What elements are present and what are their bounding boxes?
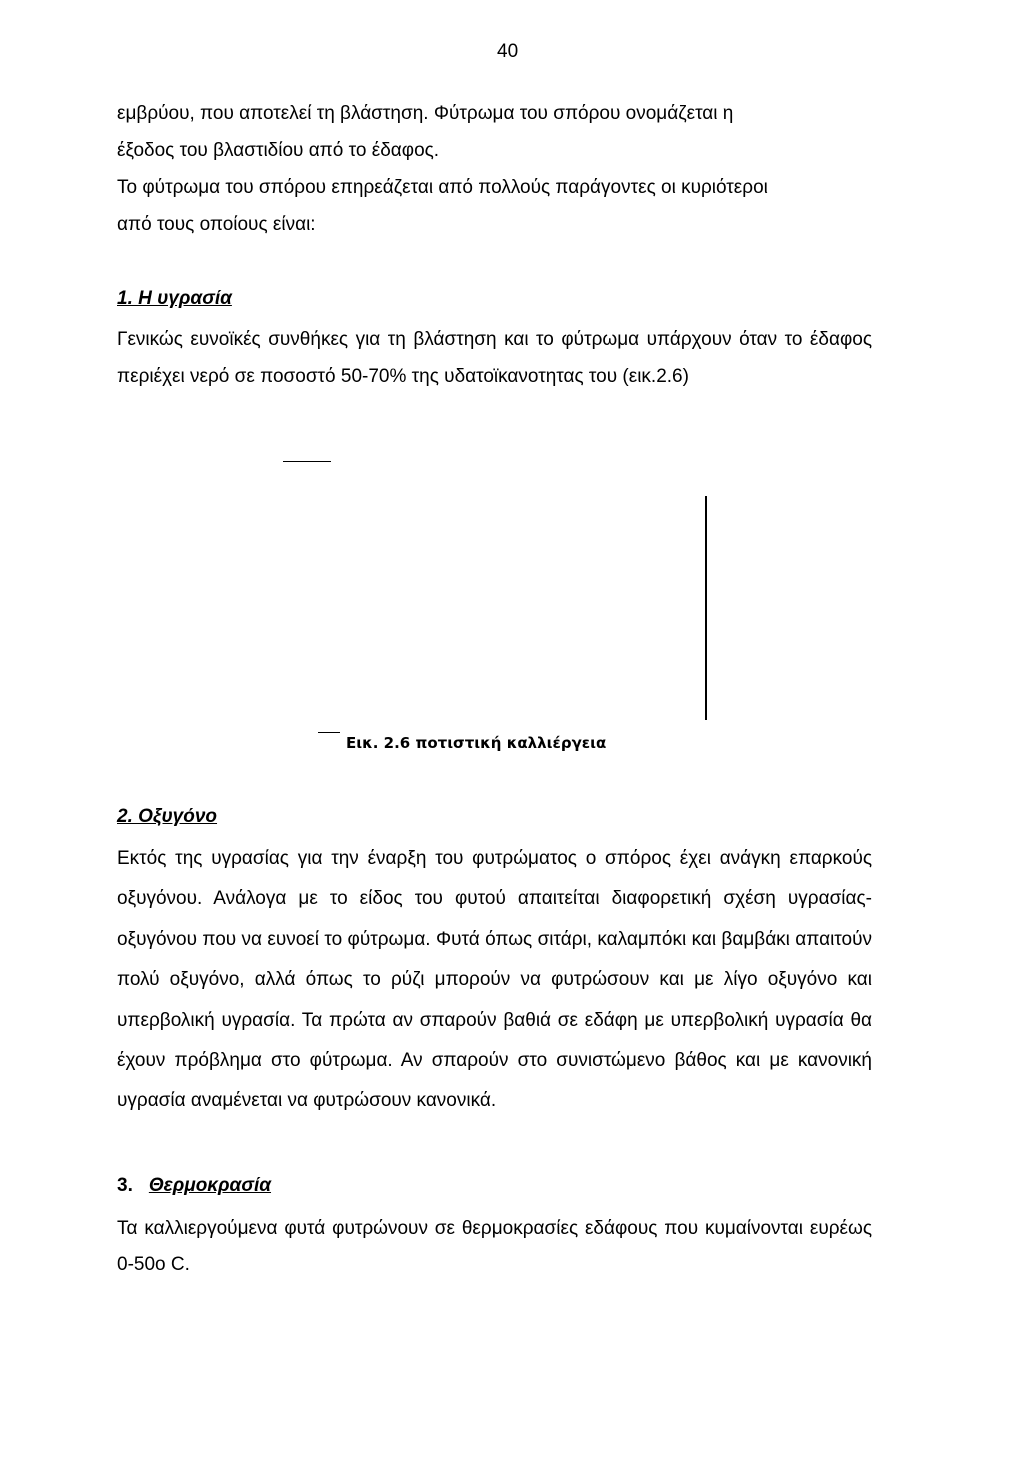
section-3-body: Τα καλλιεργούμενα φυτά φυτρώνουν σε θερμοκρασίες εδάφους που κυμαίνονται ευρέως 0-50ο C. <box>117 1218 872 1275</box>
intro-paragraph <box>117 95 872 243</box>
section-3-heading <box>117 1175 271 1197</box>
section-1-heading: 1. Η υγρασία <box>117 288 232 309</box>
intro-line-1: εμβρύου, που αποτελεί τη βλάστηση. Φύτρωμα του σπόρου ονομάζεται η <box>117 103 734 124</box>
intro-line-2: έξοδος του βλαστιδίου από το έδαφος. <box>117 140 440 161</box>
figure-top-mark <box>283 461 331 462</box>
section-1-body: Γενικώς ευνοϊκές συνθήκες για τη βλάστηση και το φύτρωμα υπάρχουν όταν το έδαφος περιέχει νερό σε ποσοστό 50-70% της υδατοϊκανοτητας του (εικ.2.6) <box>117 329 872 387</box>
figure-right-edge <box>705 496 707 720</box>
figure-caption: Εικ. 2.6 ποτιστική καλλιέργεια <box>346 734 607 752</box>
page-number: 40 <box>497 41 519 62</box>
section-3-title: Θερμοκρασία <box>148 1175 272 1196</box>
intro-line-3: Το φύτρωμα του σπόρου επηρεάζεται από πολλούς παράγοντες οι κυριότεροι <box>117 177 768 198</box>
section-3-number: 3. <box>117 1175 133 1196</box>
intro-line-4: από τους οποίους είναι: <box>117 214 316 235</box>
section-2-heading: 2. Οξυγόνο <box>117 806 218 827</box>
section-2-body: Εκτός της υγρασίας για την έναρξη του φυτρώματος ο σπόρος έχει ανάγκη επαρκούς οξυγόνου. Ανάλογα με το είδος του φυτού απαιτείται διαφορετική σχέση υγρασίας-οξυγόνου που να ευνοεί το φύτρωμα. Φυτά όπως σιτάρι, καλαμπόκι και βαμβάκι απαιτούν πολύ οξυγόνο, αλλά όπως το ρύζι μπορούν να φυτρώσουν και με λίγο οξυγόνο και υπερβολική υγρασία. Τα πρώτα αν σπαρούν βαθιά σε εδάφη με υπερβολική υγρασία θα έχουν πρόβλημα στο φύτρωμα. Αν σπαρούν στο συνιστώμενο βάθος και με κανονική υγρασία αναμένεται να φυτρώσουν κανονικά. <box>117 848 872 1112</box>
figure-bottom-left-mark <box>318 732 340 733</box>
